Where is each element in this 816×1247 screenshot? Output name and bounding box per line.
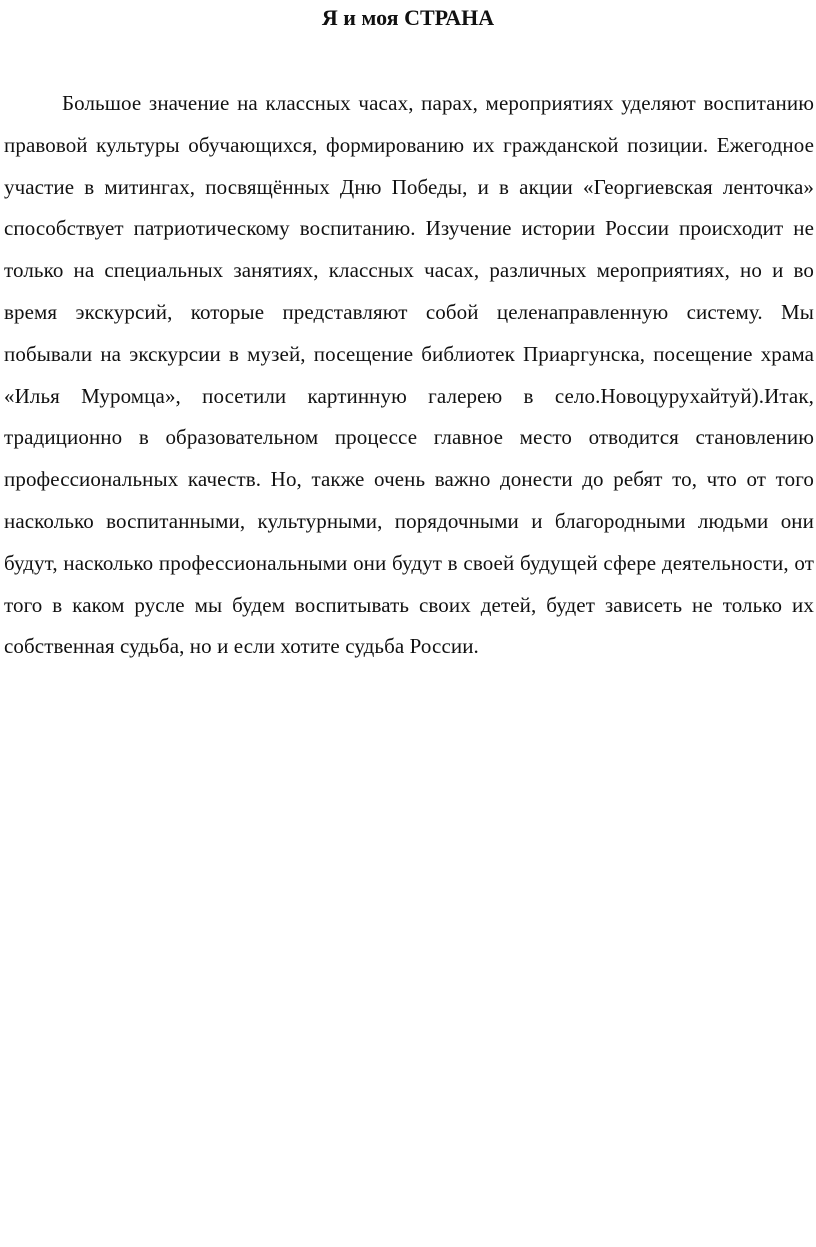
document-title: Я и моя СТРАНА [321, 5, 495, 30]
body-paragraph: Большое значение на классных часах, парах, мероприятиях уделяют воспитанию правовой культуры обучающихся, формированию их гражданской позиции. Ежегодное участие в митингах, посвящённых Дню Победы, и в акции «Георгиевская ленточка» способствует патриотическому воспитанию. Изучение истории России происходит не только на специальных занятиях, классных часах, различных мероприятиях, но и во время экскурсий, которые представляют собой целенаправленную систему. Мы побывали на экскурсии в музей, посещение библиотек Приаргунска, посещение храма «Илья Муромца», посетили картинную галерею в село.Новоцурухайтуй).Итак, традиционно в образовательном процессе главное место отводится становлению профессиональных качеств. Но, также очень важно донести до ребят то, что от того насколько воспитанными, культурными, порядочными и благородными людьми они будут, насколько профессиональными они будут в своей будущей сфере деятельности, от того в каком русле мы будем воспитывать своих детей, будет зависеть не только их собственная судьба, но и если хотите судьба России. [4, 91, 814, 659]
